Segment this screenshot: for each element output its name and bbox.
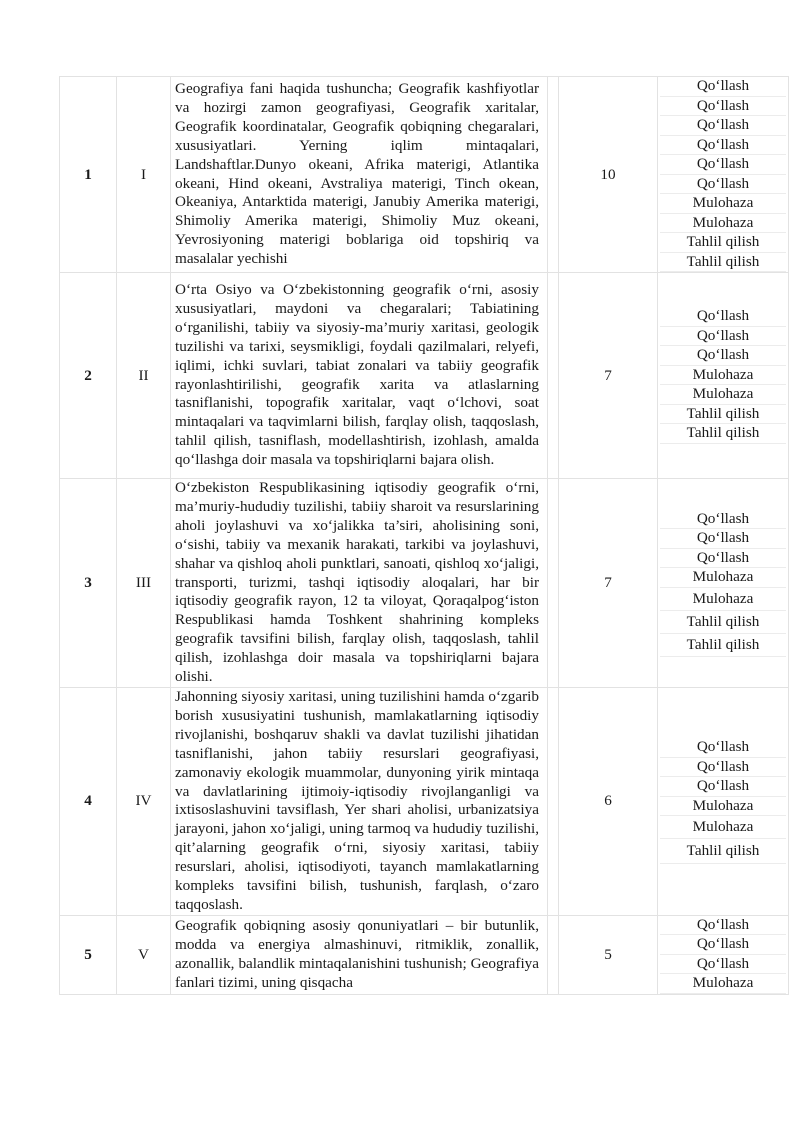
hours-count: 7 [559, 273, 658, 479]
activity-item: Mulohaza [660, 366, 786, 386]
activity-item: Qo‘llash [660, 346, 786, 366]
column-gap [548, 915, 559, 994]
row-number: 2 [60, 273, 117, 479]
activities-cell [658, 479, 789, 688]
activity-item: Qo‘llash [660, 549, 786, 569]
hours-count: 10 [559, 77, 658, 273]
activity-item: Qo‘llash [660, 175, 786, 195]
activities-cell [658, 688, 789, 916]
topic-description: O‘zbekiston Respublikasining iqtisodiy geografik o‘rni, ma’muriy-hududiy tuzilishi, tabiiy sharoit va resurslarining aholi joylashuvi va xo‘jalikka ta’siri, aholisining soni, o‘sishi, tabiiy va mexanik harakati, tarkibi va joylashuvi, shahar va qishloq aholi punktlari, sanoati, qishloq xo‘jaligi, transporti, turizmi, tashqi iqtisodiy aloqalari, har bir iqtisodiy geografik rayon, 12 ta viloyat, Qoraqalpog‘iston Respublikasi hamda Toshkent shahrining kompleks geografik tavsifini bilish, farqlay olish, taqqoslash, tahlil qilish, izohlashga doir masala va topshiriqlarni bajara olishi. [171, 479, 548, 688]
activity-item: Qo‘llash [660, 758, 786, 778]
table-row [60, 479, 789, 688]
activity-item: Qo‘llash [660, 777, 786, 797]
activity-item: Qo‘llash [660, 529, 786, 549]
column-gap [548, 688, 559, 916]
activity-item: Tahlil qilish [660, 253, 786, 273]
activity-item: Qo‘llash [660, 77, 786, 97]
activity-item: Mulohaza [660, 385, 786, 405]
activity-item: Tahlil qilish [660, 839, 786, 864]
hours-count: 7 [559, 479, 658, 688]
activity-item: Tahlil qilish [660, 611, 786, 634]
topic-description: O‘rta Osiyo va O‘zbekistonning geografik o‘rni, asosiy xususiyatlari, maydoni va chegaralari; Tabiatining o‘rganilishi, tabiiy va siyosiy-ma’muriy xaritasi, geologik tuzilishi va tarixi, seysmikligi, foydali qazilmalari, relyefi, iqlimi, ichki suvlari, tabiat zonalari va tabiiy geografik rayonlashtirilishi, geografik xarita va atlaslarning tasniflanishi, topografik xaritalar, vaqt o‘lchovi, soat mintaqalari va taqvimlarni bilish, farqlay olish, taqqoslash, tahlil qilish, tasniflash, modellashtirish, izohlash, amalda qo‘llashga doir masala va topshiriqlarni bajara olish. [171, 273, 548, 479]
activity-item: Qo‘llash [660, 327, 786, 347]
table-row [60, 915, 789, 994]
topic-description: Geografiya fani haqida tushuncha; Geografik kashfiyotlar va hozirgi zamon geografiyasi, Geografik xaritalar, Geografik koordinatalar, Geografik qobiqning chegaralari, xususiyatlari. Yerning iqlim mintaqalari, Landshaftlar.Dunyo okeani, Afrika materigi, Atlantika okeani, Hind okeani, Avstraliya materigi, Tinch okean, Okeaniya, Antarktida materigi, Janubiy Amerika materigi, Shimoliy Amerika materigi, Shimoliy Muz okeani, Yevrosiyoning materigi boblariga oid topshiriq va masalalar yechishi [171, 77, 548, 273]
row-number: 3 [60, 479, 117, 688]
table-row [60, 688, 789, 916]
activity-item: Tahlil qilish [660, 424, 786, 444]
table-row [60, 273, 789, 479]
activity-item: Qo‘llash [660, 510, 786, 530]
section-numeral: V [117, 915, 171, 994]
activity-item: Qo‘llash [660, 136, 786, 156]
section-numeral: II [117, 273, 171, 479]
activity-item: Mulohaza [660, 568, 786, 588]
row-number: 1 [60, 77, 117, 273]
activity-item: Mulohaza [660, 816, 786, 839]
column-gap [548, 77, 559, 273]
hours-count: 5 [559, 915, 658, 994]
topic-description: Geografik qobiqning asosiy qonuniyatlari – bir butunlik, modda va energiya almashinuvi, ritmiklik, zonallik, azonallik, balandlik mintaqalanishini tushunish; Geografiya fanlari tizimi, uning qisqacha [171, 915, 548, 994]
activity-item: Tahlil qilish [660, 405, 786, 425]
activity-item: Qo‘llash [660, 955, 786, 975]
activity-item: Mulohaza [660, 214, 786, 234]
activity-item: Qo‘llash [660, 738, 786, 758]
activity-item: Tahlil qilish [660, 634, 786, 657]
activity-item: Qo‘llash [660, 916, 786, 936]
activity-item: Qo‘llash [660, 155, 786, 175]
section-numeral: IV [117, 688, 171, 916]
activity-item: Mulohaza [660, 194, 786, 214]
activity-item: Mulohaza [660, 797, 786, 817]
column-gap [548, 479, 559, 688]
column-gap [548, 273, 559, 479]
activity-item: Qo‘llash [660, 307, 786, 327]
curriculum-table [59, 76, 789, 995]
activities-cell [658, 915, 789, 994]
activity-item: Mulohaza [660, 974, 786, 994]
activity-item: Qo‘llash [660, 116, 786, 136]
section-numeral: I [117, 77, 171, 273]
row-number: 4 [60, 688, 117, 916]
activity-item: Qo‘llash [660, 935, 786, 955]
hours-count: 6 [559, 688, 658, 916]
activity-item: Mulohaza [660, 588, 786, 611]
table-row [60, 77, 789, 273]
topic-description: Jahonning siyosiy xaritasi, uning tuzilishini hamda o‘zgarib borish xususiyatini tushunish, mamlakatlarning iqtisodiy rivojlanishi, boshqaruv shakli va davlat tuzilishi jihatidan tasniflanishi, jahon tabiiy resurslari geografiyasi, zamonaviy ekologik muammolar, dunyoning yirik mintaqa va davlatlarining ijtimoiy-iqtisodiy rivojlanganligi va ixtisoslashuvini tavsiflash, Yer shari aholisi, urbanizatsiya jarayoni, jahon xo‘jaligi, uning tarmoq va hududiy tuzilishi, qit’alarning geografik o‘rni, siyosiy xaritasi, tabiiy resurslari, aholisi, iqtisodiyoti, tayanch mamlakatlarning kompleks tavsifini bilish, tushunish, farqlash, o‘zaro taqqoslash. [171, 688, 548, 916]
row-number: 5 [60, 915, 117, 994]
activities-cell [658, 273, 789, 479]
activity-item: Tahlil qilish [660, 233, 786, 253]
activities-cell [658, 77, 789, 273]
activity-item: Qo‘llash [660, 97, 786, 117]
section-numeral: III [117, 479, 171, 688]
curriculum-table-body [60, 77, 789, 995]
